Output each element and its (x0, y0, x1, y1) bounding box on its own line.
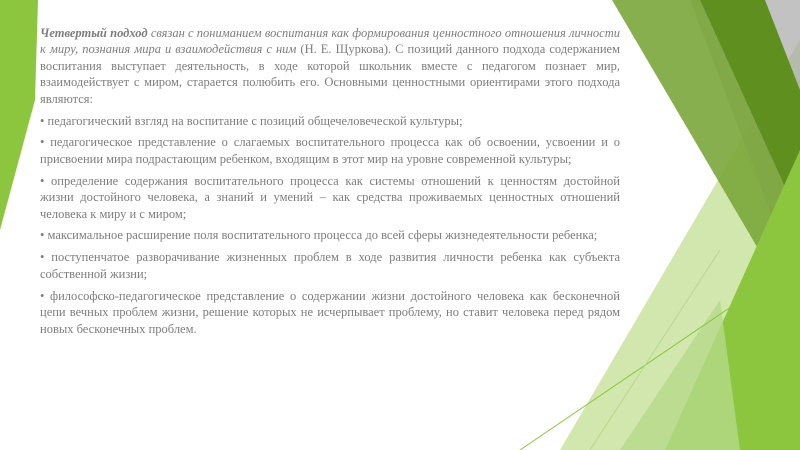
bullet-item: • педагогический взгляд на воспитание с позиций общечеловеческой культуры; (40, 113, 463, 128)
bullet-item: • определение содержания воспитательного процесса как системы отношений к ценностям достойной жизни достойного человека, а знаний и умений – как средства проживаемых ценностных отношений человека к миру и с миром; (40, 173, 620, 221)
intro-paragraph (40, 25, 620, 107)
bullet-item: • максимальное расширение поля воспитательного процесса до всей сферы жизнедеятельности ребенка; (40, 228, 598, 243)
slide-text-body (40, 25, 620, 342)
bullet-item: • поступенчатое разворачивание жизненных проблем в ходе развития личности ребенка как субъекта собственной жизни; (40, 250, 620, 281)
bullet-item: • философско-педагогическое представление о содержании жизни достойного человека как бесконечной цепи вечных проблем жизни, решение которых не исчерпывает проблему, но ставит человека перед рядом новых бесконечных проблем. (40, 288, 620, 336)
intro-plain-text: (Н. Е. Щуркова). С позиций данного подхода содержанием воспитания выступает деятельность, в ходе которой школьник вместе с педагогом познает мир, взаимодействует с миром, старается полюбить его. Основными ценностными ориентирами этого подхода являются: (40, 42, 620, 106)
left-green-shape (0, 0, 38, 230)
intro-bold-lead: Четвертый подход (40, 26, 148, 40)
intro-italic-text: связан с пониманием воспитания как формирования ценностного отношения личности к миру, познания мира и взаимодействия с ним (40, 26, 620, 57)
bullet-item: • педагогическое представление о слагаемых воспитательного процесса как об освоении, усвоении и о присвоении мира подрастающим ребенком, входящим в этот мир на уровне современной культуры; (40, 135, 620, 166)
